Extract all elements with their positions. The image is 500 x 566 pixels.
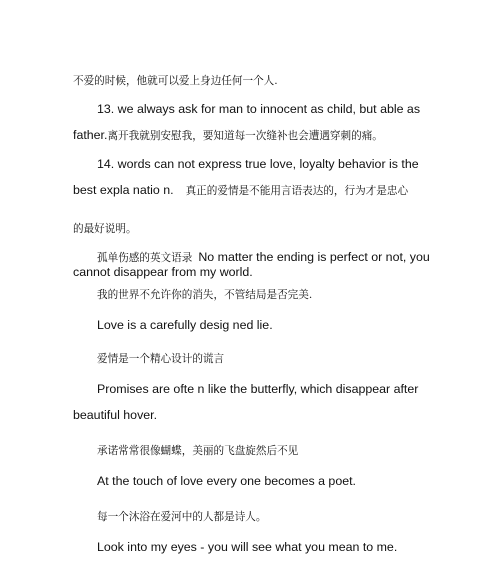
- text-segment-en: No matter the ending is perfect or not, you: [198, 250, 430, 264]
- text-line-9: 我的世界不允许你的消失，不管结局是否完美.: [97, 289, 313, 301]
- text-line-8: cannot disappear from my world.: [73, 265, 253, 279]
- text-line-17: Look into my eyes - you will see what you mean to me.: [97, 540, 398, 554]
- text-line-2: 13. we always ask for man to innocent as child, but able as: [97, 102, 421, 116]
- text-line-15: At the touch of love every one becomes a poet.: [97, 474, 356, 488]
- text-segment-en: best expla natio n.: [73, 183, 174, 197]
- text-segment-zh: 离开我就别安慰我，要知道每一次缝补也会遭遇穿刺的痛。: [107, 130, 383, 142]
- text-line-7: [97, 251, 430, 264]
- text-line-14: 承诺常常很像蝴蝶，美丽的飞盘旋然后不见: [97, 445, 299, 457]
- text-line-1: 不爱的时候，他就可以爱上身边任何一个人.: [73, 75, 278, 87]
- text-line-12: Promises are ofte n like the butterfly, which disappear after: [97, 382, 419, 396]
- text-line-16: 每一个沐浴在爱河中的人都是诗人。: [97, 511, 267, 523]
- text-line-10: Love is a carefully desig ned lie.: [97, 318, 273, 332]
- text-line-11: 爱情是一个精心设计的谎言: [97, 353, 225, 365]
- section-heading: 孤单伤感的英文语录: [97, 252, 193, 264]
- text-line-3: [73, 129, 383, 142]
- text-line-6: 的最好说明。: [73, 223, 137, 235]
- text-line-13: beautiful hover.: [73, 408, 158, 422]
- text-line-5: [73, 184, 408, 197]
- text-segment-zh: 真正的爱情是不能用言语表达的，行为才是忠心: [185, 185, 409, 197]
- text-line-4: 14. words can not express true love, loyalty behavior is the: [97, 157, 419, 171]
- text-segment-en: father.: [73, 128, 108, 142]
